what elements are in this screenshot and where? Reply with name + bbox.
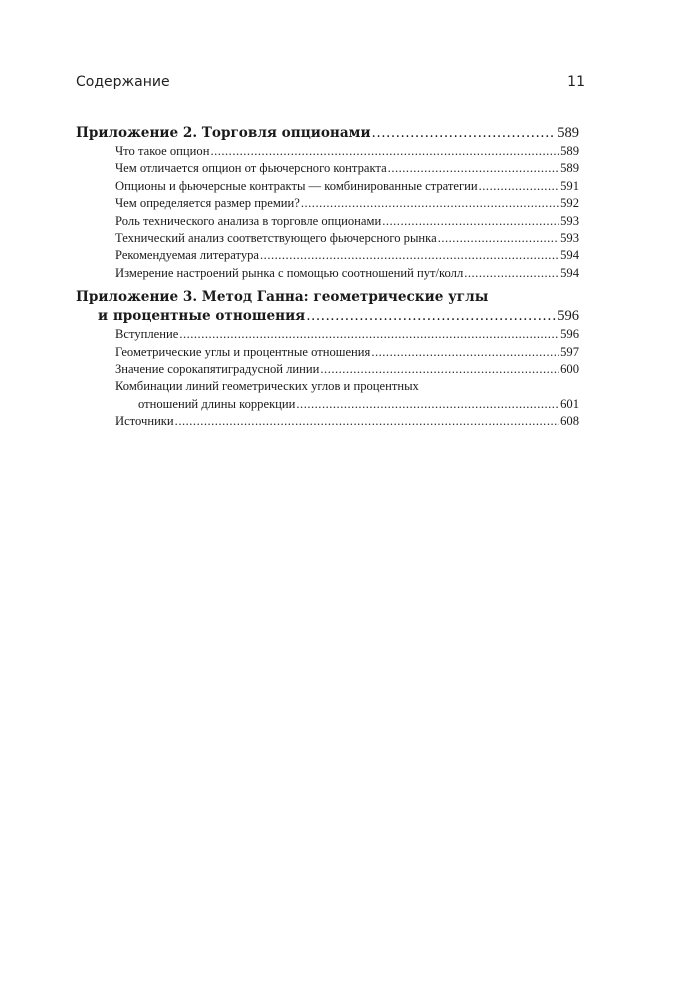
toc-entry[interactable] [76,195,579,212]
toc-entry[interactable] [76,344,579,361]
dot-leader [438,230,559,247]
toc-entry-page: 591 [560,178,579,193]
toc-entry-title: Значение сорокапятиградусной линии [115,362,320,377]
toc-entry-multiline[interactable] [76,396,579,413]
toc-entry[interactable] [76,160,579,177]
dot-leader [179,326,559,343]
toc-entry-page: 592 [560,196,579,211]
toc-entry-page: 589 [560,144,579,158]
toc-entry[interactable] [76,178,579,195]
toc-entry-page: 597 [560,344,579,359]
toc-entry-title: Рекомендуемая литература [115,248,260,263]
toc-entry-title: Технический анализ соответствующего фьючерсного рынка [115,231,437,246]
dot-leader [301,195,559,212]
toc-entry-page: 594 [560,248,579,263]
toc-section-appendix-3 [76,288,579,430]
running-header [76,74,585,90]
dot-leader [388,160,559,177]
toc-entry-title: Приложение 2. Торговля опционами [76,125,371,141]
toc-entry-page: 596 [557,308,579,325]
toc-entry-title: Измерение настроений рынка с помощью соотношений пут/колл [115,265,464,280]
toc-entry-page: 594 [560,265,579,280]
dot-leader [479,178,559,195]
toc-entry[interactable] [76,413,579,430]
toc-entry-title: Вступление [115,327,179,342]
toc-entry[interactable] [76,326,579,343]
toc-entry-page: 589 [560,161,579,176]
toc-entry-title: Геометрические углы и процентные отношения [115,344,371,359]
toc-entry-page: 596 [560,327,579,342]
dot-leader [306,307,556,326]
dot-leader [320,361,559,378]
toc-entry[interactable] [76,247,579,264]
toc-entry-page: 589 [557,125,579,141]
toc-entry-page: 601 [560,396,579,411]
toc-entry-page: 600 [560,362,579,377]
toc-entry-page: 593 [560,231,579,246]
dot-leader [464,265,559,282]
toc-entry-title: Источники [115,414,174,429]
dot-leader [296,396,559,413]
toc-entry-title: Роль технического анализа в торговле опционами [115,213,382,228]
dot-leader [210,143,559,160]
running-header-title: Содержание [76,74,170,90]
toc-entry[interactable] [76,230,579,247]
toc-entry-title: Чем отличается опцион от фьючерсного контракта [115,161,387,176]
toc-entry-page: 608 [560,414,579,429]
toc-entry[interactable] [76,265,579,282]
toc-entry[interactable] [76,361,579,378]
toc-entry-appendix-3-heading[interactable] [76,307,579,326]
dot-leader [382,213,559,230]
toc-entry-title: отношений длины коррекции [138,396,296,411]
toc-entry-appendix-2-heading[interactable] [76,124,579,143]
table-of-contents [76,124,579,437]
dot-leader [175,413,559,430]
dot-leader [371,344,559,361]
toc-entry-title: Опционы и фьючерсные контракты — комбинированные стратегии [115,178,478,193]
toc-entry[interactable] [76,213,579,230]
toc-entry-title: Что такое опцион [115,144,210,158]
toc-entry-title: Комбинации линий геометрических углов и процентных [115,379,419,394]
toc-entry-page: 593 [560,213,579,228]
toc-entry[interactable] [76,143,579,160]
toc-entry-multiline-line1[interactable] [76,378,579,395]
toc-entry-appendix-3-heading-line1[interactable]: Приложение 3. Метод Ганна: геометрические углы [76,289,489,306]
toc-entry-title: Чем определяется размер премии? [115,196,300,211]
toc-section-appendix-2 [76,124,579,282]
toc-entry-title: и процентные отношения [98,308,306,325]
dot-leader [260,247,559,264]
page-number: 11 [567,74,585,90]
dot-leader [372,124,557,143]
